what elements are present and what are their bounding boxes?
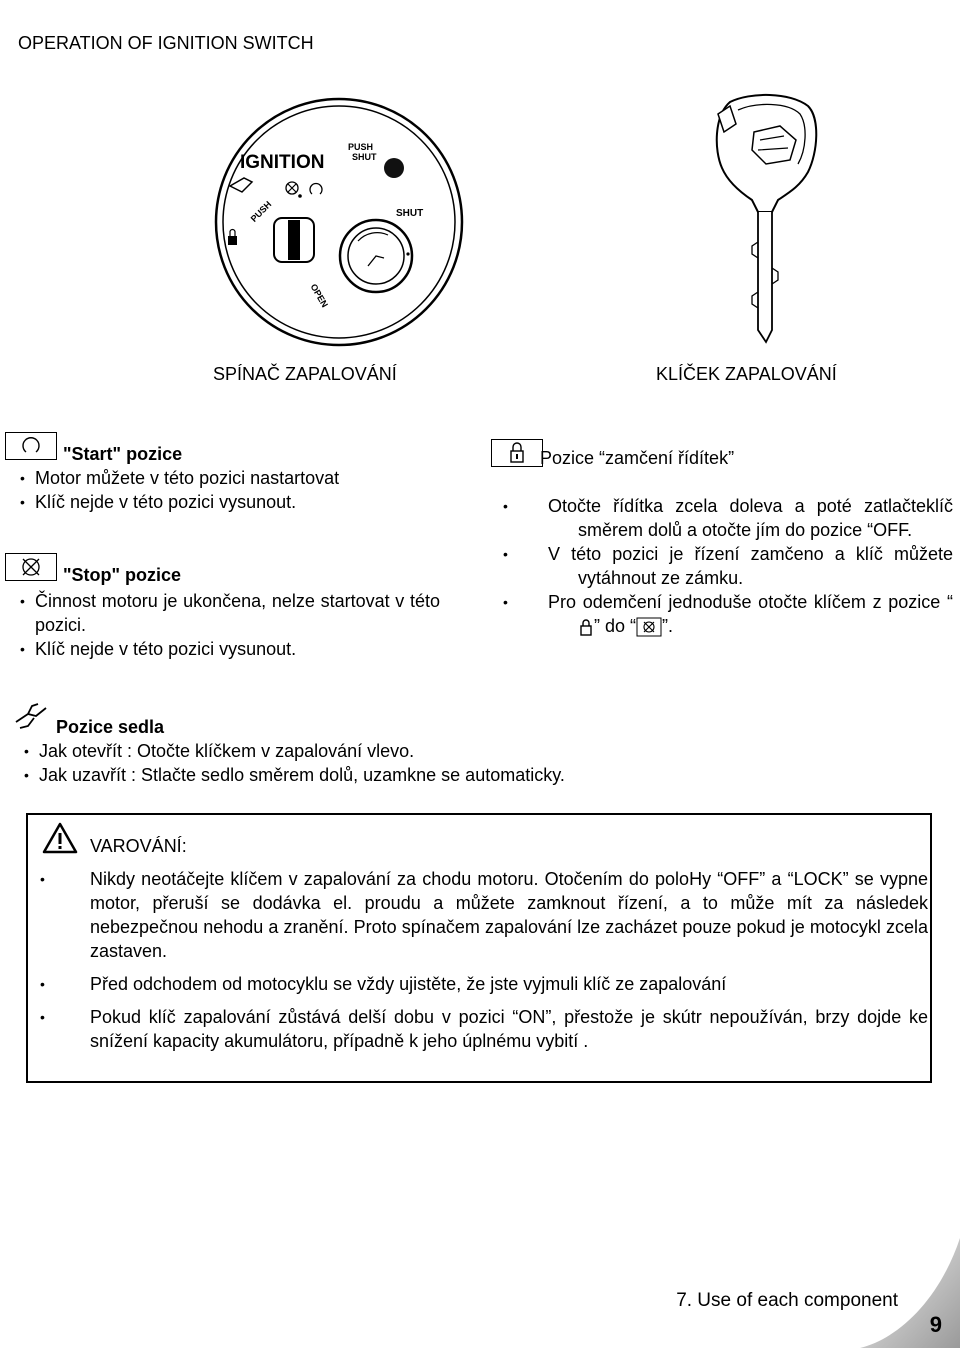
ignition-key-illustration xyxy=(700,92,830,344)
list-item: • Klíč nejde v této pozici vysunout. xyxy=(20,637,440,661)
ignition-switch-illustration xyxy=(208,96,470,348)
seat-heading: Pozice sedla xyxy=(56,717,165,737)
bullet-dot: • xyxy=(40,1009,45,1025)
stop-inline-icon xyxy=(636,617,662,637)
warning-title: VAROVÁNÍ: xyxy=(90,836,187,856)
stop-list xyxy=(20,589,440,661)
bullet-dot: • xyxy=(40,976,45,992)
lock-icon xyxy=(492,440,542,466)
warning-text: Před odchodem od motocyklu se vždy ujistěte, že jste vyjmuli klíč ze zapalování xyxy=(90,974,727,994)
shut-label: SHUT xyxy=(396,208,424,219)
lock-inline-icon xyxy=(578,617,594,637)
open-label: OPEN xyxy=(308,282,330,310)
list-item: • Jak uzavřít : Stlačte sedlo směrem dolů, uzamkne se automaticky. xyxy=(24,763,644,787)
list-item: • Klíč nejde v této pozici vysunout. xyxy=(20,490,420,514)
svg-text:SHUT: SHUT xyxy=(352,152,377,162)
footer-section-title: 7. Use of each component xyxy=(676,1290,898,1311)
start-icon-box xyxy=(5,432,57,460)
list-item: • V této pozici je řízení zamčeno a klíč můžete vytáhnout ze zámku. xyxy=(533,542,953,590)
lock-heading: Pozice “zamčení řídítek” xyxy=(540,448,735,468)
list-item: • Činnost motoru je ukončena, nelze startovat v této pozici. xyxy=(20,589,440,637)
warning-item-1 xyxy=(90,867,928,963)
list-item: • Motor můžete v této pozici nastartovat xyxy=(20,466,420,490)
lock-icon-box xyxy=(491,439,543,467)
push-shut-label: PUSH xyxy=(348,142,374,152)
stop-icon xyxy=(6,554,56,580)
list-item: • Otočte řídítka zcela doleva a poté zatlačteklíč směrem dolů a otočte jím do pozice “OFF. xyxy=(533,494,953,542)
stop-icon-box xyxy=(5,553,57,581)
switch-caption: SPÍNAČ ZAPALOVÁNÍ xyxy=(213,364,397,384)
bullet-dot: • xyxy=(40,871,45,887)
push-label: PUSH xyxy=(248,199,274,224)
ignition-label: IGNITION xyxy=(240,152,325,173)
warning-text: Nikdy neotáčejte klíčem v zapalování za chodu motoru. Otočením do poloHy “OFF” a “LOCK” se vypne motor, přeruší se dodávka el. proudu a můžete zamknout řízení, a to může mít za následek nebezpečnou nehodu a zranění. Proto spínačem zapalování lze zacházet pouze pokud je motocykl zcela zastaven. xyxy=(90,869,928,961)
unlock-text-mid: ” do “ xyxy=(594,616,637,636)
warning-item-2 xyxy=(90,972,928,996)
page-number: 9 xyxy=(929,1312,942,1337)
key-caption: KLÍČEK ZAPALOVÁNÍ xyxy=(656,364,837,384)
warning-triangle-icon xyxy=(42,822,78,854)
start-icon xyxy=(6,433,56,459)
seat-list xyxy=(24,739,644,787)
list-item xyxy=(533,590,953,638)
lock-list xyxy=(533,494,953,638)
seat-hand-icon xyxy=(14,700,48,730)
unlock-text-suffix: ”. xyxy=(662,616,674,636)
warning-text: Pokud klíč zapalování zůstává delší dobu v pozici “ON”, přestože je skútr nepoužíván, brzy dojde ke snížení kapacity akumulátoru, případně k jeho úplnému vybití . xyxy=(90,1007,928,1051)
stop-heading: "Stop" pozice xyxy=(63,565,182,585)
list-item: • Jak otevřít : Otočte klíčkem v zapalování vlevo. xyxy=(24,739,644,763)
warning-item-3 xyxy=(90,1005,928,1053)
page-title: OPERATION OF IGNITION SWITCH xyxy=(18,33,314,53)
start-list xyxy=(20,466,420,514)
unlock-text-prefix: Pro odemčení jednoduše otočte klíčem z pozice “ xyxy=(548,592,953,612)
start-heading: "Start" pozice xyxy=(63,444,183,464)
